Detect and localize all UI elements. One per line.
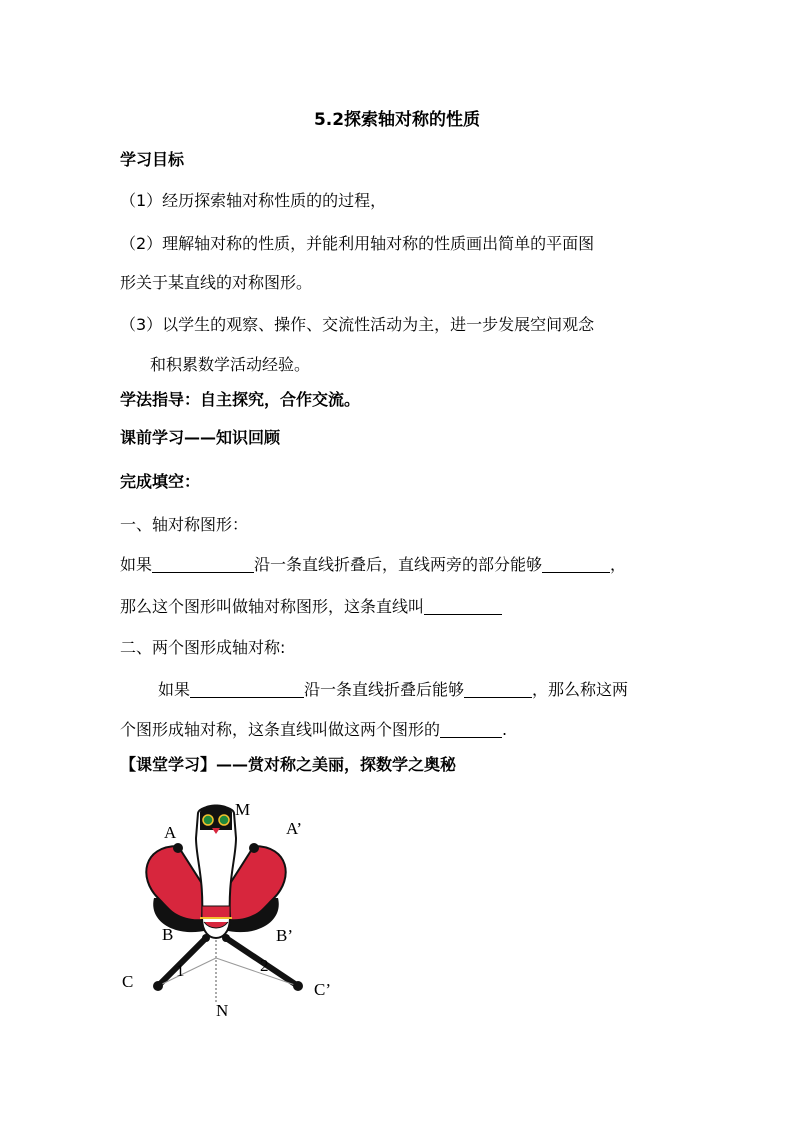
label-c: C [122, 972, 134, 991]
label-b: B [162, 925, 174, 944]
point-c-prime [293, 981, 303, 991]
text-fragment: ， [610, 555, 627, 574]
text-fragment: . [502, 720, 508, 739]
section-2-heading: 二、两个图形成轴对称: [120, 638, 286, 657]
goal-3-line-2: 和积累数学活动经验。 [150, 355, 311, 374]
label-a-prime: A’ [286, 819, 303, 838]
point-b [202, 934, 210, 942]
point-b-prime [222, 934, 230, 942]
text-fragment: 沿一条直线折叠后能够 [304, 680, 465, 699]
label-m: M [235, 800, 251, 819]
angle-2-label: 2 [260, 956, 269, 975]
answer-blank-3[interactable] [424, 598, 502, 615]
text-fragment: 个图形成轴对称，这条直线叫做这两个图形的 [120, 720, 441, 739]
segment-c-axis [158, 958, 216, 986]
study-method: 学法指导：自主探究，合作交流。 [120, 390, 361, 409]
classroom-heading: 【课堂学习】——赏对称之美丽，探数学之奥秘 [120, 755, 457, 774]
left-eye [203, 815, 213, 825]
answer-blank-1[interactable] [152, 556, 254, 573]
answer-blank-2[interactable] [542, 556, 610, 573]
angle-1-label: 1 [176, 961, 185, 980]
section-2-sentence-1 [158, 680, 628, 700]
fill-in-heading: 完成填空： [120, 472, 201, 491]
section-1-heading: 一、轴对称图形： [120, 515, 249, 534]
label-b-prime: B’ [276, 926, 293, 945]
goal-1: （1）经历探索轴对称性质的的过程， [120, 191, 387, 210]
text-fragment: 如果 [158, 680, 191, 699]
goal-3-line-1: （3）以学生的观察、操作、交流性活动为主，进一步发展空间观念 [120, 315, 595, 334]
text-fragment: ，那么称这两 [532, 680, 629, 699]
label-a: A [164, 823, 177, 842]
point-a-prime [249, 843, 259, 853]
answer-blank-4[interactable] [190, 681, 304, 698]
kite-waist [202, 906, 230, 918]
label-c-prime: C’ [314, 980, 331, 999]
text-fragment: 如果 [120, 555, 153, 574]
goal-2-line-2: 形关于某直线的对称图形。 [120, 273, 313, 292]
point-c [153, 981, 163, 991]
section-1-sentence-2 [120, 597, 502, 617]
goals-heading: 学习目标 [120, 150, 185, 169]
right-eye [219, 815, 229, 825]
label-n: N [216, 1001, 229, 1020]
goal-2-line-1: （2）理解轴对称的性质，并能利用轴对称的性质画出简单的平面图 [120, 234, 595, 253]
pre-class-heading: 课前学习——知识回顾 [120, 428, 281, 447]
point-a [173, 843, 183, 853]
answer-blank-6[interactable] [440, 721, 502, 738]
text-fragment: 沿一条直线折叠后，直线两旁的部分能够 [254, 555, 543, 574]
section-1-sentence-1 [120, 555, 626, 575]
section-2-sentence-2 [120, 720, 507, 740]
swallow-kite-figure [118, 798, 348, 1020]
text-fragment: 那么这个图形叫做轴对称图形，这条直线叫 [120, 597, 425, 616]
answer-blank-5[interactable] [464, 681, 532, 698]
page-title: 5.2探索轴对称的性质 [313, 110, 481, 130]
